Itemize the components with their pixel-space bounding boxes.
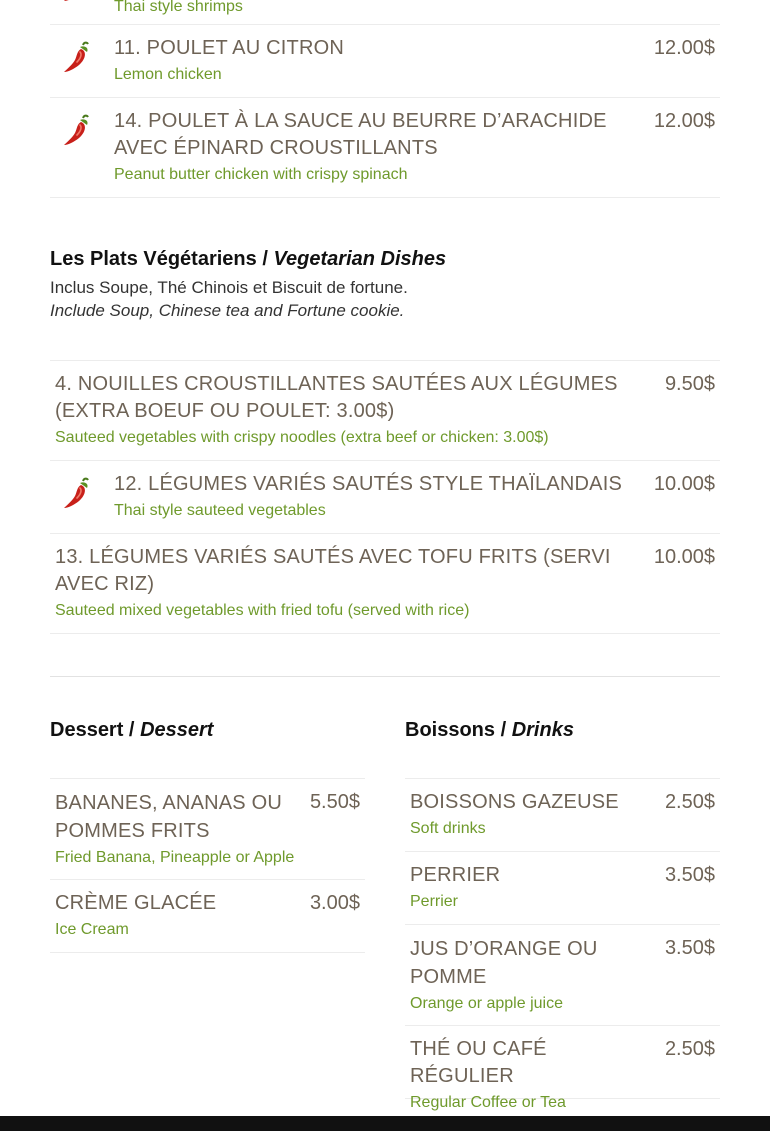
item-price: 3.50$	[664, 937, 715, 959]
item-name: JUS D’ORANGE OU POMME	[410, 938, 598, 988]
item-price: 10.00$	[653, 473, 715, 495]
drinks-section	[405, 717, 720, 743]
section-title: Les Plats Végétariens / Vegetarian Dishes	[50, 248, 447, 270]
item-description: Perrier	[410, 893, 459, 910]
item-description: Sauteed vegetables with crispy noodles (extra beef or chicken: 3.00$)	[55, 429, 549, 446]
item-description: Ice Cream	[55, 921, 129, 938]
item-price: 10.00$	[653, 546, 715, 568]
item-description: Soft drinks	[410, 820, 486, 837]
menu-item-jus	[405, 925, 720, 1026]
menu-item-boissons-gazeuse	[405, 779, 720, 852]
menu-item-creme-glacee	[50, 880, 365, 953]
chili-icon	[62, 477, 92, 511]
chili-icon	[62, 41, 92, 75]
item-price: 5.50$	[309, 791, 360, 813]
section-subtitle-fr: Inclus Soupe, Thé Chinois et Biscuit de fortune.	[50, 278, 408, 297]
item-name: 12. LÉGUMES VARIÉS SAUTÉS STYLE THAÏLANDAIS	[114, 473, 623, 495]
section-subtitle-en: Include Soup, Chinese tea and Fortune cookie.	[50, 301, 405, 320]
chili-icon	[62, 114, 92, 148]
chili-icon	[62, 0, 92, 4]
item-price: 9.50$	[664, 373, 715, 395]
item-description: Thai style shrimps	[114, 0, 243, 15]
menu-item-fruits-frits	[50, 779, 365, 880]
item-price: 2.50$	[664, 791, 715, 813]
menu-item-partial	[50, 0, 720, 25]
menu-item-legumes-tofu	[50, 534, 720, 634]
menu-item-the-cafe	[405, 1026, 720, 1111]
item-name: BANANES, ANANAS OU POMMES FRITS	[55, 792, 282, 842]
item-description: Regular Coffee or Tea	[410, 1094, 566, 1111]
section-divider	[50, 676, 720, 677]
item-price: 12.00$	[653, 37, 715, 59]
menu-item-nouilles-legumes	[50, 361, 720, 461]
item-description: Sauteed mixed vegetables with fried tofu (served with rice)	[55, 602, 470, 619]
item-name: 4. NOUILLES CROUSTILLANTES SAUTÉES AUX LÉGUMES (EXTRA BOEUF OU POULET: 3.00$)	[55, 373, 618, 422]
item-name: PERRIER	[410, 864, 501, 886]
menu-item-poulet-citron	[50, 25, 720, 98]
item-name: CRÈME GLACÉE	[55, 892, 217, 914]
section-title: Dessert / Dessert	[50, 719, 214, 741]
dessert-section	[50, 717, 365, 743]
menu-item-poulet-arachide	[50, 98, 720, 198]
item-name: 13. LÉGUMES VARIÉS SAUTÉS AVEC TOFU FRITS (SERVI AVEC RIZ)	[55, 546, 611, 595]
item-price: 12.00$	[653, 110, 715, 132]
item-description: Thai style sauteed vegetables	[114, 502, 326, 519]
bottom-bar	[0, 1116, 770, 1131]
item-name: 11. POULET AU CITRON	[114, 37, 344, 59]
menu-item-perrier	[405, 852, 720, 925]
menu-item-legumes-thai	[50, 461, 720, 534]
item-name: 14. POULET À LA SAUCE AU BEURRE D’ARACHIDE AVEC ÉPINARD CROUSTILLANTS	[114, 110, 607, 159]
item-name: THÉ OU CAFÉ RÉGULIER	[410, 1038, 547, 1087]
item-price: 2.50$	[664, 1038, 715, 1060]
section-title: Boissons / Drinks	[405, 719, 574, 741]
item-price: 3.00$	[309, 892, 360, 914]
item-description: Orange or apple juice	[410, 995, 563, 1012]
item-description: Fried Banana, Pineapple or Apple	[55, 849, 295, 866]
item-name: BOISSONS GAZEUSE	[410, 791, 619, 813]
item-description: Lemon chicken	[114, 66, 222, 83]
item-description: Peanut butter chicken with crispy spinach	[114, 166, 408, 183]
item-price: 3.50$	[664, 864, 715, 886]
vegetarian-section-header	[50, 246, 720, 322]
